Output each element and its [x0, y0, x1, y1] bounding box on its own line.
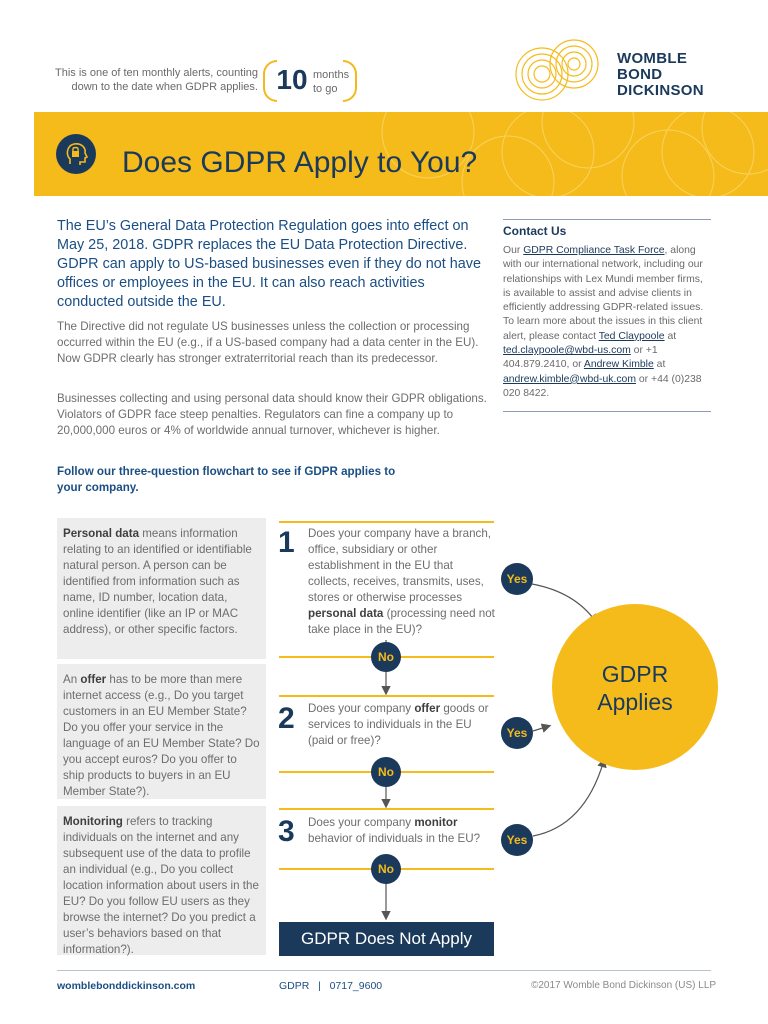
- q1-top-rule: [279, 521, 494, 523]
- arrow-yes1-to-applies: [532, 584, 596, 622]
- yes-badge-3: Yes: [501, 824, 533, 856]
- andrew-kimble-link[interactable]: Andrew Kimble: [583, 359, 654, 371]
- footer-website-link[interactable]: womblebonddickinson.com: [57, 980, 196, 992]
- arrow-yes2-to-applies: [533, 726, 549, 731]
- no-badge-2: No: [371, 757, 401, 787]
- definition-monitoring: Monitoring refers to tracking individuals on the internet and any subsequent use of the data to profile an individual (e.g., Do you collect location information about users in the EU? Do you follow EU users as they browse the internet? Do you predict a user’s behaviors based on that information?).: [57, 806, 266, 955]
- question-2-number: 2: [278, 702, 295, 735]
- gdpr-does-not-apply-box: GDPR Does Not Apply: [279, 922, 494, 956]
- footer-copyright: ©2017 Womble Bond Dickinson (US) LLP: [531, 980, 717, 991]
- no-badge-3: No: [371, 854, 401, 884]
- yes-badge-2: Yes: [501, 717, 533, 749]
- countdown-text: This is one of ten monthly alerts, counting down to the date when GDPR applies.: [55, 67, 258, 93]
- page-title: Does GDPR Apply to You?: [122, 146, 478, 179]
- question-1-number: 1: [278, 526, 295, 559]
- intro-paragraph-2: Businesses collecting and using personal data should know their GDPR obligations. Violators of GDPR face steep penalties. Regulators can fine a company up to 20,000,000 euros or 4% of worldwide annual turnover, whichever is higher.: [57, 392, 487, 437]
- countdown-unit: months to go: [313, 69, 350, 95]
- flowchart-intro: Follow our three-question flowchart to see if GDPR applies to your company.: [57, 465, 396, 494]
- q3-top-rule: [279, 808, 494, 810]
- question-3-text: Does your company monitor behavior of individuals in the EU?: [308, 816, 481, 845]
- intro-paragraph-1: The Directive did not regulate US businesses unless the collection or processing occurred within the EU (e.g., if a US-based company had a data center in the EU). Now GDPR clearly has stronger extraterritorial reach than its predecessor.: [57, 320, 479, 365]
- question-3-number: 3: [278, 815, 295, 848]
- contact-title: Contact Us: [503, 224, 567, 238]
- company-logo-text: WOMBLE BOND DICKINSON: [617, 50, 704, 99]
- footer-document-code: GDPR | 0717_9600: [279, 980, 383, 992]
- footer-divider: [57, 970, 711, 971]
- ted-email-link[interactable]: ted.claypoole@wbd-us.com: [503, 345, 631, 357]
- intro-lead: The EU’s General Data Protection Regulation goes into effect on May 25, 2018. GDPR replaces the EU Data Protection Directive. GDPR can apply to US-based businesses even if they do not have offices or employees in the EU. It can also reach activities conducted outside the EU.: [57, 218, 481, 310]
- definition-offer: An offer has to be more than mere internet access (e.g., Do you target customers in an EU Member State? Do you offer your service in the language of an EU Member State? Do you accept euros? Do you offer to ship products to buyers in an EU Member State?).: [57, 664, 266, 799]
- question-2-text: Does your company offer goods or services to individuals in the EU (paid or free)?: [308, 702, 489, 747]
- definition-personal-data: Personal data means information relating to an identified or identifiable natural person. A person can be identified from information such as name, ID number, location data, online identifier (like an IP or MAC address), or other specific factors.: [57, 518, 266, 659]
- q2-top-rule: [279, 695, 494, 697]
- no-badge-1: No: [371, 642, 401, 672]
- yes-badge-1: Yes: [501, 563, 533, 595]
- question-1-text: Does your company have a branch, office, subsidiary or other establishment in the EU that collects, receives, transmits, uses, stores or otherwise processes personal data (processing need not take place in the EU)?: [308, 527, 495, 636]
- gdpr-applies-label: GDPR Applies: [597, 661, 673, 715]
- contact-body: Our GDPR Compliance Task Force, along with our international network, including our relationships with Lex Mundi member firms, is available to assist and advise clients in efficiently addressing GDPR-related issues. To learn more about the issues in this client alert, please contact Ted Claypoole at ted.claypoole@wbd-us.com or +1 404.879.2410, or Andrew Kimble at andrew.kimble@wbd-uk.com or +44 (0)238 020 8422.: [503, 245, 704, 399]
- arrow-yes3-to-applies: [533, 760, 604, 836]
- countdown-number: 10: [276, 64, 308, 95]
- task-force-link[interactable]: GDPR Compliance Task Force: [523, 245, 665, 256]
- ted-claypoole-link[interactable]: Ted Claypoole: [598, 330, 665, 342]
- andrew-email-link[interactable]: andrew.kimble@wbd-uk.com: [503, 373, 636, 385]
